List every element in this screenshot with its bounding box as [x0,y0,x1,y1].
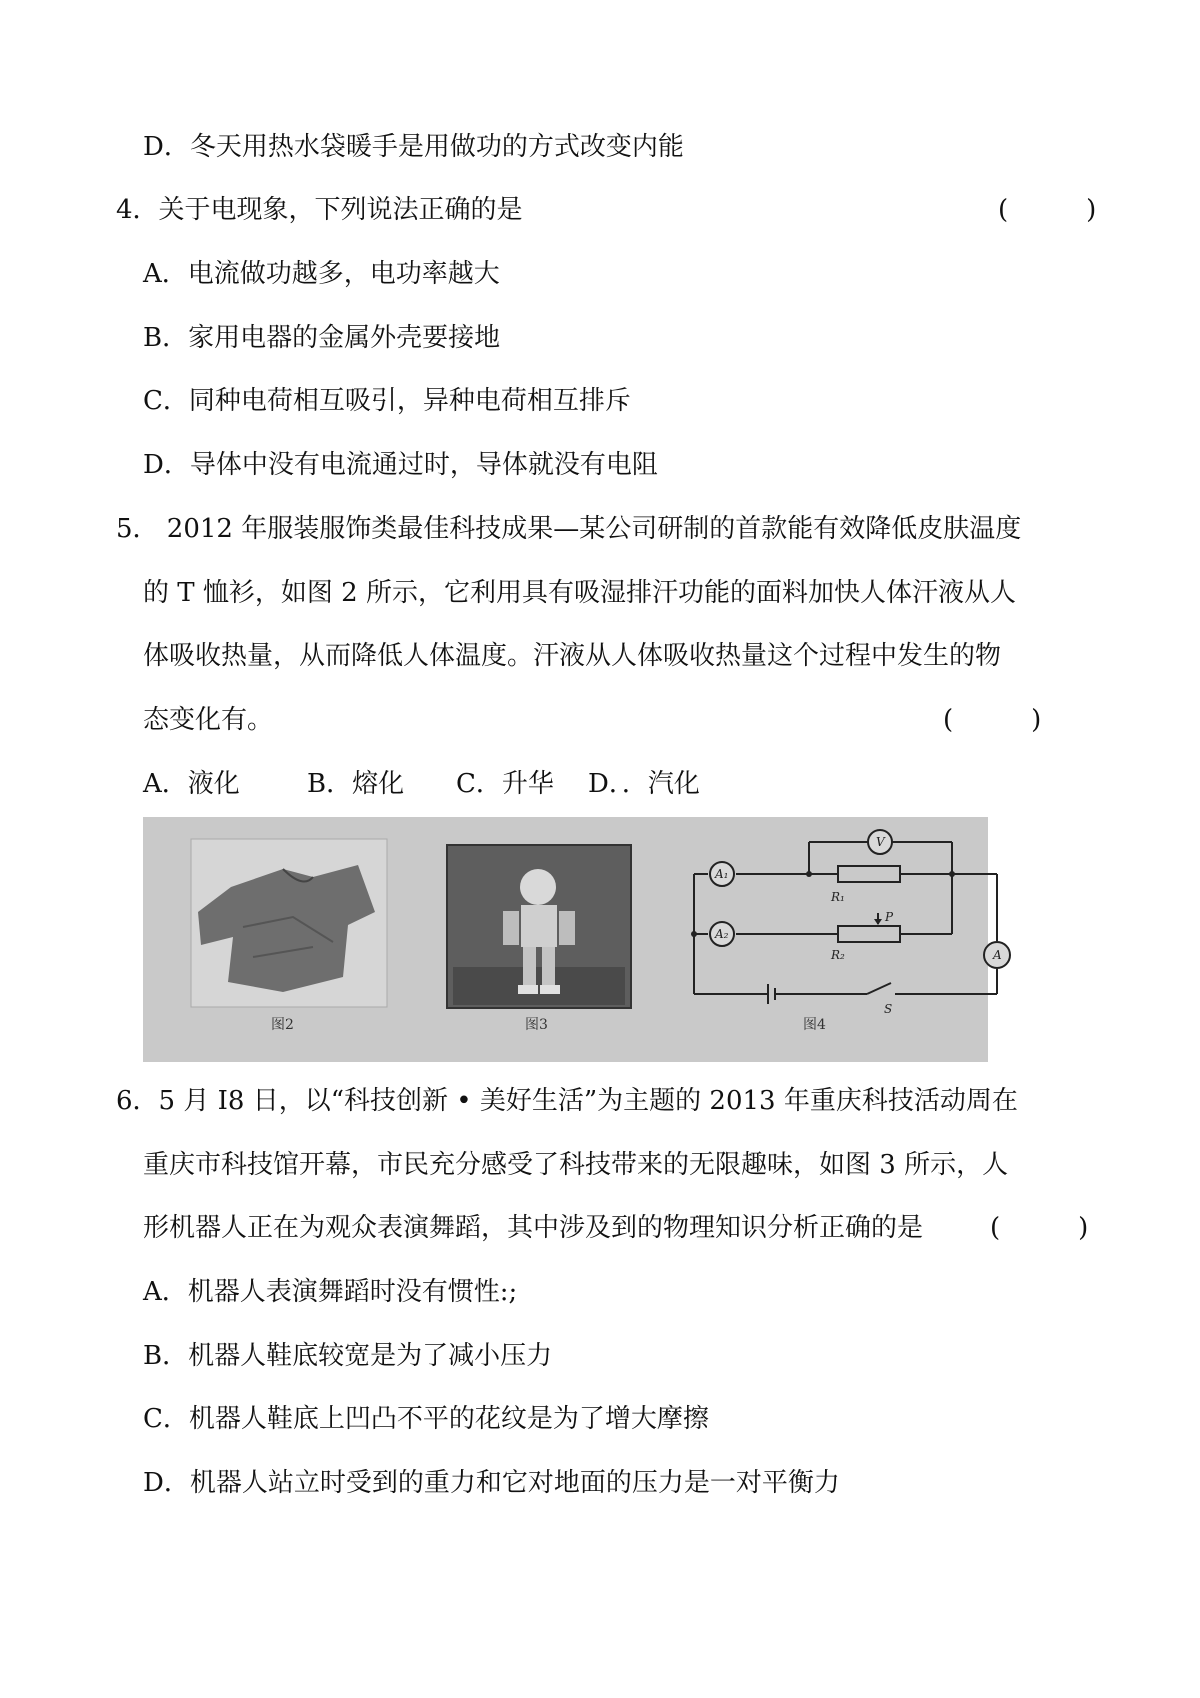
tshirt-photo [191,839,387,1007]
junction-dot [949,871,955,877]
label-a: A [993,948,1002,962]
q6-option-a: A．机器人表演舞蹈时没有惯性:; [143,1277,518,1307]
label-a2: A₂ [715,927,729,941]
junction-dot [806,871,812,877]
q5-line-2: 的 T 恤衫，如图 2 所示，它利用具有吸湿排汗功能的面料加快人体汗液从人 [143,578,1016,608]
circuit-diagram [694,842,997,1004]
figure-2-caption: 图2 [271,1017,294,1033]
label-s: S [884,1002,893,1016]
slider-arrow [874,919,882,925]
q5-line-4: 态变化有。 [143,705,274,735]
q4-answer-paren: ( ) [998,195,1097,225]
label-p: P [885,910,894,924]
q4-option-d: D．导体中没有电流通过时，导体就没有电阻 [143,450,658,480]
q6-line-3: 形机器人正在为观众表演舞蹈，其中涉及到的物理知识分析正确的是 [143,1213,924,1243]
q4-option-a: A．电流做功越多，电功率越大 [143,259,500,289]
q6-answer-paren: ( ) [990,1213,1089,1243]
q5-option-d: D．．汽化 [588,769,700,799]
q5-option-b: B．熔化 [307,769,405,799]
figure-4-caption: 图4 [803,1017,826,1033]
q5-line-1: 5． 2012 年服装服饰类最佳科技成果—某公司研制的首款能有效降低皮肤温度 [116,514,1022,544]
figure-3-caption: 图3 [525,1017,548,1033]
label-a1: A₁ [715,867,729,881]
label-r2: R₂ [831,948,845,962]
figure-strip [143,817,1002,1062]
label-r1: R₁ [831,890,845,904]
q4-option-b: B．家用电器的金属外壳要接地 [143,323,501,353]
junction-dot [691,931,697,937]
q3-option-d: D．冬天用热水袋暖手是用做功的方式改变内能 [143,132,684,162]
q6-option-b: B．机器人鞋底较宽是为了减小压力 [143,1341,553,1371]
label-v: V [876,835,885,849]
q6-line-1: 6．5 月 I8 日，以“科技创新 • 美好生活”为主题的 2013 年重庆科技活动周在 [116,1086,1018,1116]
q6-option-d: D．机器人站立时受到的重力和它对地面的压力是一对平衡力 [143,1468,840,1498]
q4-stem: 4．关于电现象，下列说法正确的是 [116,195,523,225]
q6-line-2: 重庆市科技馆开幕，市民充分感受了科技带来的无限趣味，如图 3 所示，人 [143,1150,1009,1180]
q5-answer-paren: ( ) [943,705,1042,735]
q4-option-c: C．同种电荷相互吸引，异种电荷相互排斥 [143,386,631,416]
q5-line-3: 体吸收热量，从而降低人体温度。汗液从人体吸收热量这个过程中发生的物 [143,641,1002,671]
q6-option-c: C．机器人鞋底上凹凸不平的花纹是为了增大摩擦 [143,1404,709,1434]
circuit-meters [691,830,1010,968]
robot-photo [447,845,631,1008]
q5-option-c: C．升华 [456,769,554,799]
q5-option-a: A．液化 [143,769,240,799]
